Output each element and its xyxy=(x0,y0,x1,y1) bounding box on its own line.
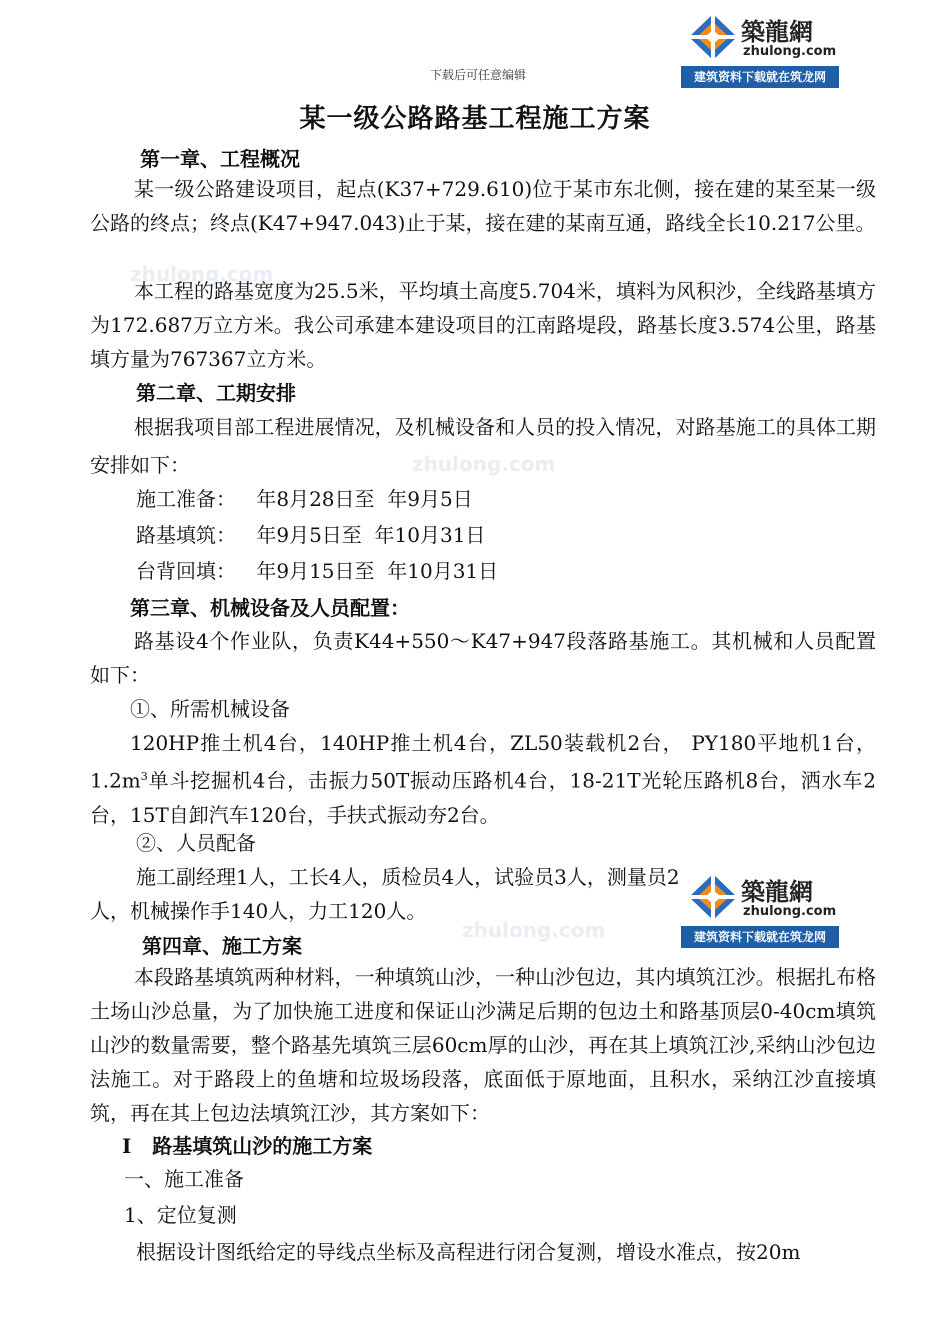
schedule-row xyxy=(136,518,485,552)
schedule-dates: 年9月15日至 年10月31日 xyxy=(256,559,499,583)
schedule-label: 施工准备： xyxy=(136,487,236,511)
logo-slogan: 建筑资料下载就在筑龙网 xyxy=(681,926,839,948)
schedule-row xyxy=(136,554,498,588)
equipment-subheading: ①、所需机械设备 xyxy=(130,697,290,721)
logo-domain: zhulong.com xyxy=(743,904,837,919)
watermark: zhulong.com xyxy=(130,262,274,286)
chapter-3-heading: 第三章、机械设备及人员配置： xyxy=(130,596,410,620)
logo-domain: zhulong.com xyxy=(743,44,837,59)
zhulong-emblem-icon xyxy=(687,872,739,922)
section-1-1-heading: 一、施工准备 xyxy=(124,1167,244,1191)
logo-name-cn: 築龍網 xyxy=(741,18,813,46)
chapter-2-paragraph-1: 根据我项目部工程进展情况，及机械设备和人员的投入情况，对路基施工的具体工期安排如下： xyxy=(90,415,876,477)
superscript-3: 3 xyxy=(140,770,148,783)
chapter-1-paragraph-1: 某一级公路建设项目，起点(K37+729.610)位于某市东北侧，接在建的某至某一级公路的终点；终点(K47+947.043)止于某，接在建的某南互通，路线全长10.217公里。 xyxy=(90,177,876,235)
zhulong-emblem-icon xyxy=(687,12,739,62)
chapter-1-heading: 第一章、工程概况 xyxy=(140,147,300,171)
chapter-2-heading: 第二章、工期安排 xyxy=(136,381,296,405)
schedule-row xyxy=(136,482,473,516)
schedule-dates: 年8月28日至 年9月5日 xyxy=(256,487,473,511)
logo-name-cn: 築龍網 xyxy=(741,878,813,906)
watermark: zhulong.com xyxy=(412,452,556,476)
document-title: 某一级公路路基工程施工方案 xyxy=(299,104,651,134)
section-1-heading: Ⅰ 路基填筑山沙的施工方案 xyxy=(122,1134,373,1158)
equipment-list-part-1: 120HP推土机4台，140HP推土机4台，ZL50装载机2台， PY180平地机1台，1.2m xyxy=(90,731,876,793)
schedule-dates: 年9月5日至 年10月31日 xyxy=(256,523,486,547)
schedule-label: 台背回填： xyxy=(136,559,236,583)
schedule-label: 路基填筑： xyxy=(136,523,236,547)
logo-slogan: 建筑资料下载就在筑龙网 xyxy=(681,66,839,88)
chapter-3-paragraph-1: 路基设4个作业队，负责K44+550～K47+947段落路基施工。其机械和人员配置如下： xyxy=(90,629,876,687)
zhulong-logo xyxy=(681,8,839,88)
chapter-4-heading: 第四章、施工方案 xyxy=(142,934,302,958)
zhulong-logo-2 xyxy=(681,868,839,948)
staff-subheading: ②、人员配备 xyxy=(136,831,256,855)
equipment-list-part-2: 单斗挖掘机4台，击振力50T振动压路机4台，18-21T光轮压路机8台，洒水车2台，15T自卸汽车120台，手扶式振动夯2台。 xyxy=(90,768,876,827)
last-paragraph: 根据设计图纸给定的导线点坐标及高程进行闭合复测，增设水准点，按20m xyxy=(136,1240,801,1264)
staff-list: 施工副经理1人，工长4人，质检员4人，试验员3人，测量员2人，机械操作手140人，力工120人。 xyxy=(90,865,680,923)
chapter-4-paragraph-1: 本段路基填筑两种材料，一种填筑山沙，一种山沙包边，其内填筑江沙。根据扎布格土场山沙总量，为了加快施工进度和保证山沙满足后期的包边土和路基顶层0-40cm填筑山沙的数量需要，整个路基先填筑三层60cm厚的山沙，再在其上填筑江沙,采纳山沙包边法施工。对于路段上的鱼塘和垃圾场段落，底面低于原地面，且积水，采纳江沙直接填筑，再在其上包边法填筑江沙，其方案如下： xyxy=(90,965,876,1125)
section-1-1-1-heading: 1、定位复测 xyxy=(124,1203,237,1227)
watermark: zhulong.com xyxy=(462,918,606,942)
equipment-list xyxy=(90,726,876,832)
chapter-1-paragraph-2: 本工程的路基宽度为25.5米，平均填土高度5.704米，填料为风积沙，全线路基填方为172.687万立方米。我公司承建本建设项目的江南路堤段，路基长度3.574公里，路基填方量为767367立方米。 xyxy=(90,279,876,371)
header-note: 下载后可任意编辑 xyxy=(430,68,527,82)
